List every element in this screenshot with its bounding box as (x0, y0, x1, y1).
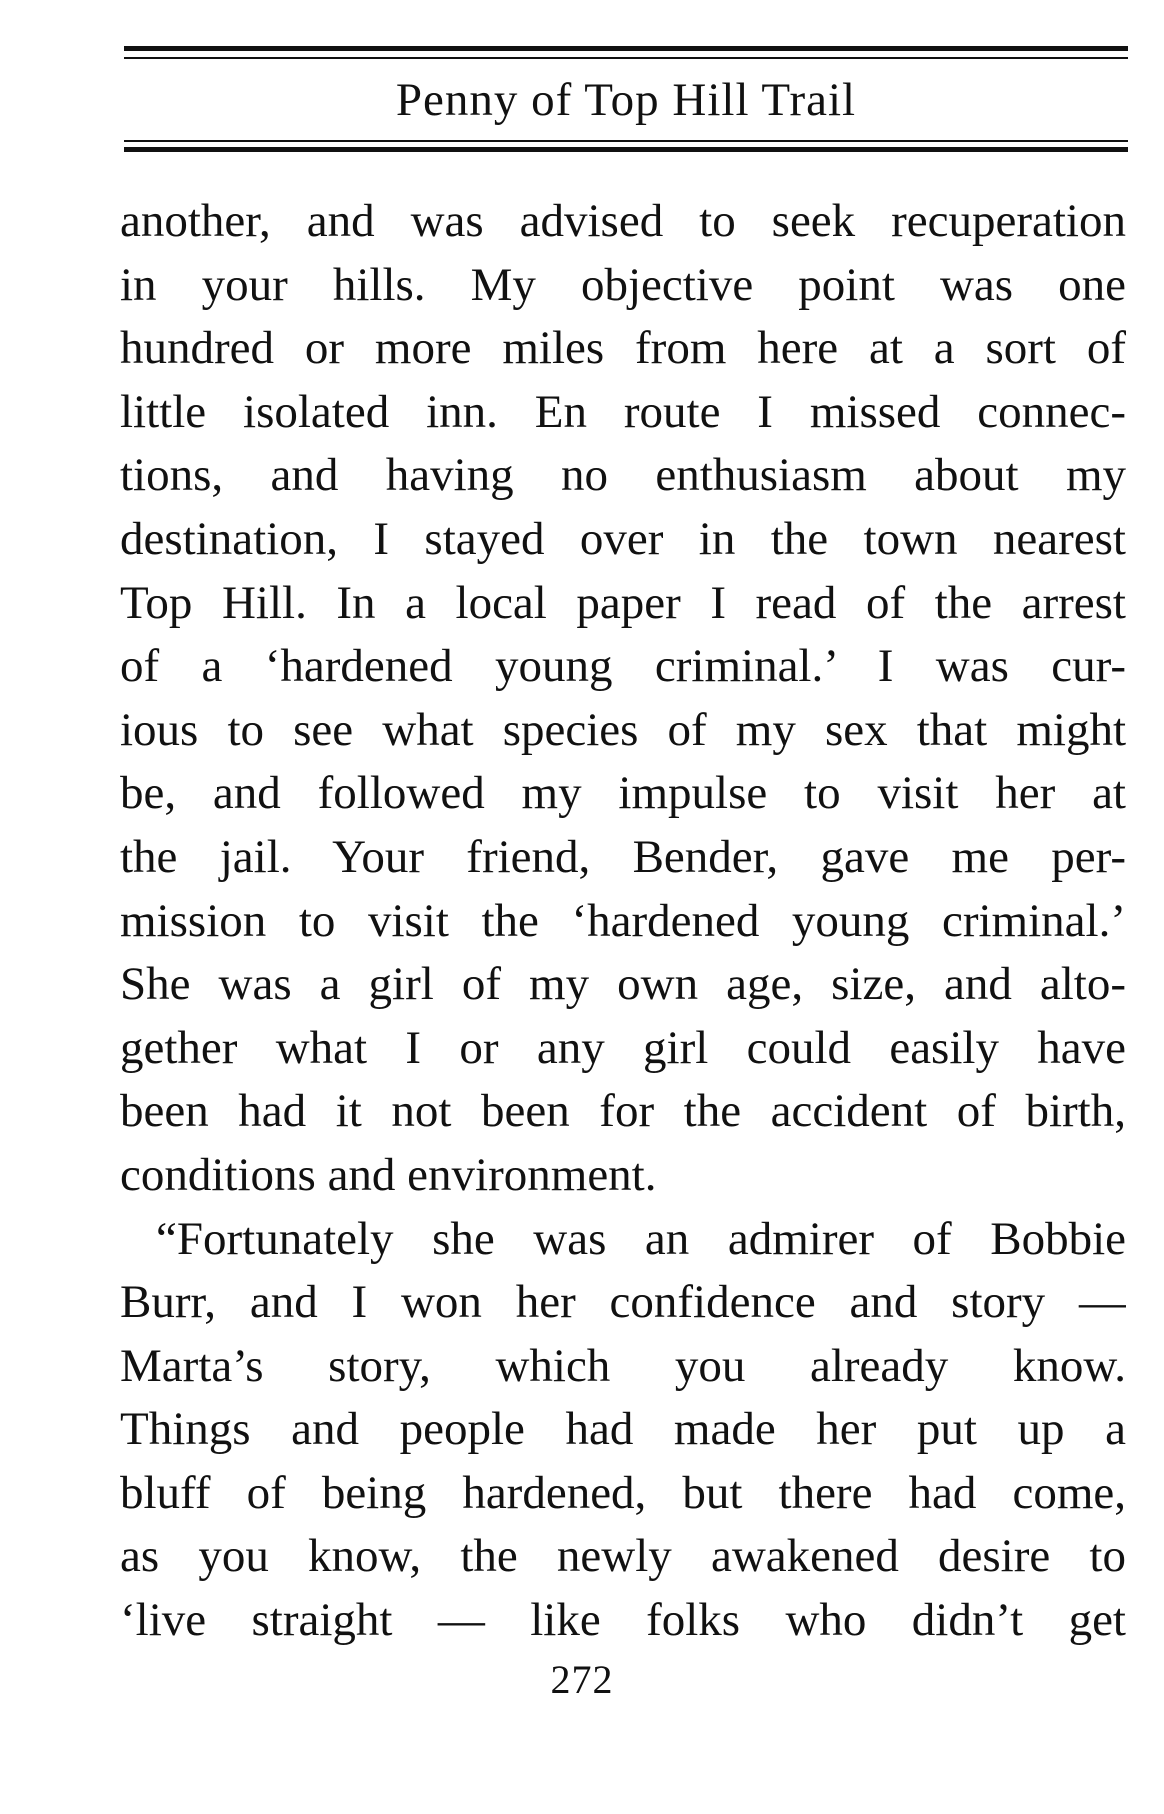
text-line: She was a girl of my own age, size, and alto- (120, 958, 1126, 1011)
text-line: hundred or more miles from here at a sort of (120, 322, 1126, 375)
text-line: be, and followed my impulse to visit her at (120, 767, 1126, 820)
page-number: 272 (550, 1657, 614, 1702)
text-line: the jail. Your friend, Bender, gave me per- (120, 830, 1126, 883)
header-rule-top (124, 46, 1128, 59)
text-line: bluff of being hardened, but there had come, (120, 1466, 1126, 1519)
text-line: Marta’s story, which you already know. (120, 1339, 1126, 1392)
text-line: ious to see what species of my sex that might (120, 703, 1126, 756)
text-line: ‘live straight — like folks who didn’t get (120, 1594, 1126, 1647)
text-line: been had it not been for the accident of birth, (120, 1085, 1126, 1138)
header-rule-bottom (124, 140, 1128, 152)
text-line: another, and was advised to seek recuperation (120, 195, 1126, 247)
text-line: as you know, the newly awakened desire to (120, 1530, 1126, 1583)
text-line: destination, I stayed over in the town nearest (120, 512, 1126, 565)
header-rule-bottom-thick (124, 147, 1128, 152)
text-line: conditions and environment. (120, 1148, 657, 1201)
text-line: Burr, and I won her confidence and story — (120, 1276, 1126, 1329)
text-line: mission to visit the ‘hardened young criminal.’ (120, 894, 1126, 947)
text-line: little isolated inn. En route I missed connec- (120, 385, 1126, 438)
text-line: Things and people had made her put up a (120, 1403, 1126, 1456)
header-rule-top-thin (124, 57, 1128, 59)
text-line: gether what I or any girl could easily have (120, 1021, 1126, 1074)
header-rule-bottom-thin (124, 140, 1128, 142)
body-text (120, 190, 1126, 1653)
text-line: tions, and having no enthusiasm about my (120, 449, 1126, 502)
text-line: Top Hill. In a local paper I read of the arrest (120, 576, 1126, 629)
text-line: of a ‘hardened young criminal.’ I was cur- (120, 640, 1126, 693)
header-rule-top-thick (124, 46, 1128, 51)
text-line: in your hills. My objective point was one (120, 258, 1126, 311)
running-head: Penny of Top Hill Trail (395, 74, 857, 126)
text-line: “Fortunately she was an admirer of Bobbie (156, 1212, 1126, 1265)
